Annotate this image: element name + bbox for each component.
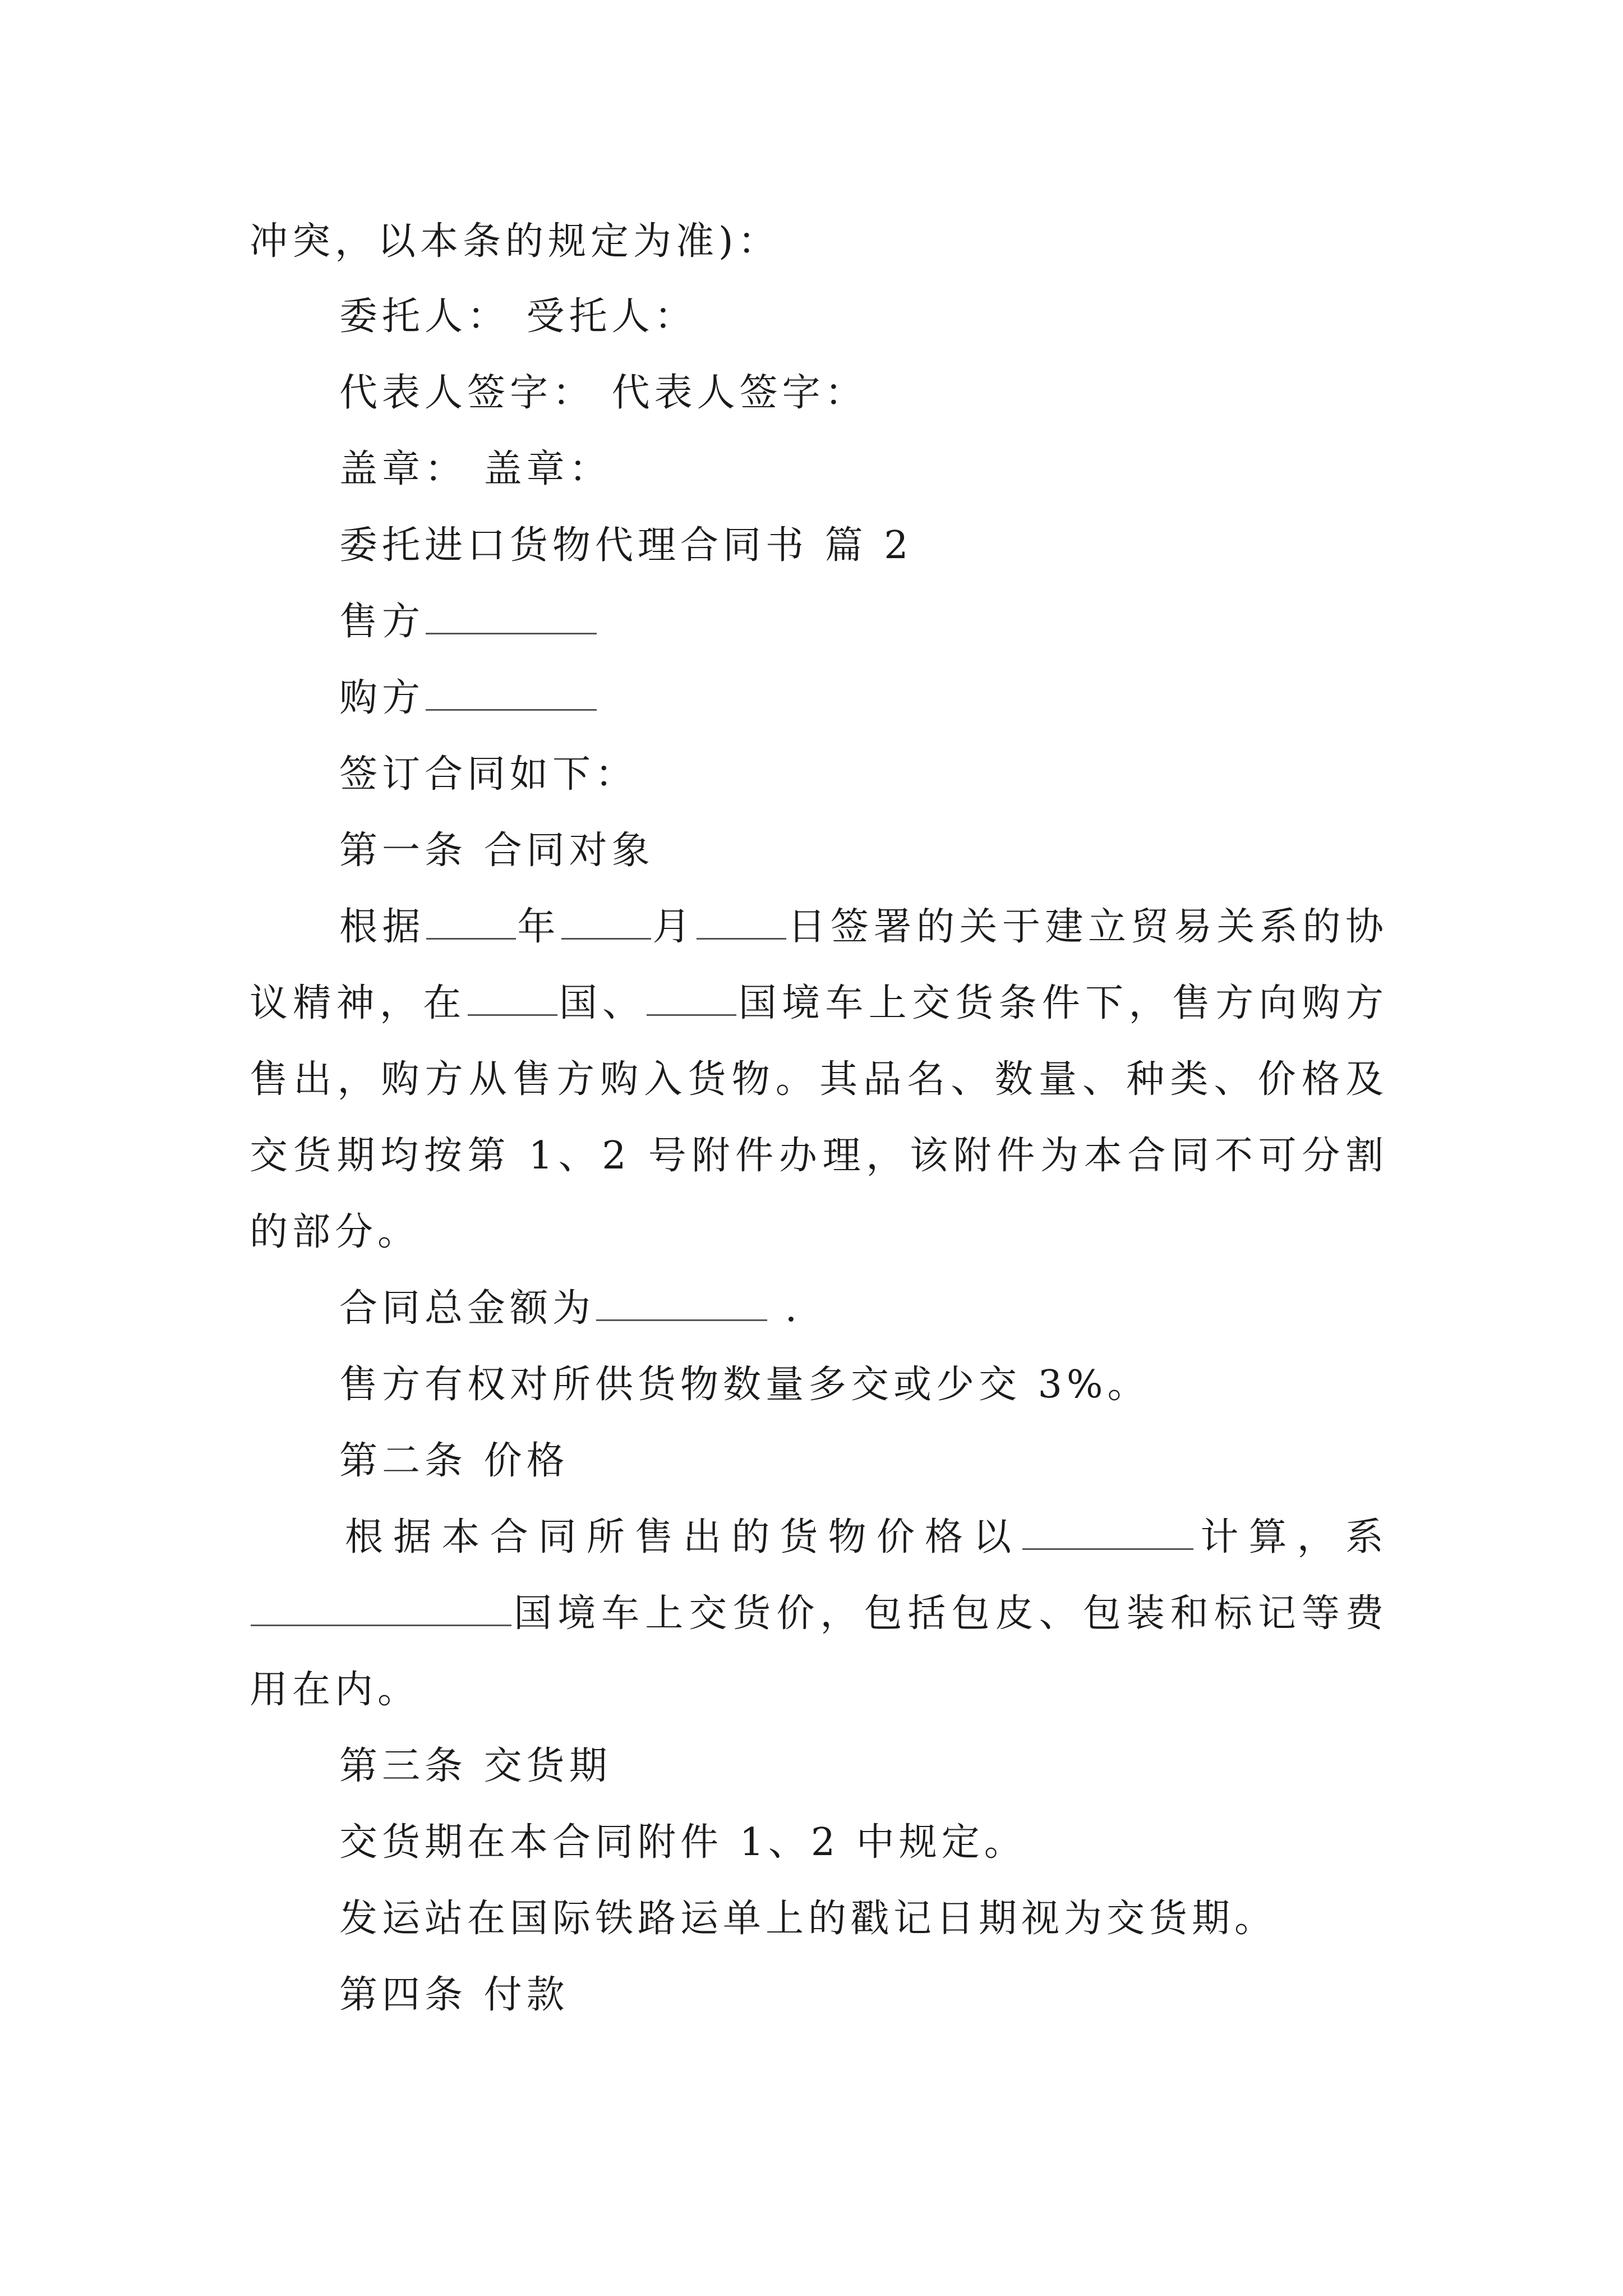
- year-blank: [426, 902, 516, 940]
- buyer-line: 购方: [339, 670, 1388, 726]
- section-title: 委托进口货物代理合同书 篇 2: [339, 523, 913, 568]
- article1-paragraph-line3: 售出，购方从售方购入货物。其品名、数量、种类、价格及: [250, 1057, 1388, 1102]
- article1-title: 第一条 合同对象: [339, 829, 654, 873]
- article4-title: 第四条 付款: [339, 1973, 569, 2017]
- sign-intro: 签订合同如下：: [339, 752, 638, 797]
- article2-paragraph-line2: 国境车上交货价，包括包皮、包装和标记等费: [250, 1586, 1388, 1642]
- tolerance-line: 售方有权对所供货物数量多交或少交 3%。: [339, 1363, 1150, 1407]
- article1-paragraph-line1: 根据 年 月 日签署的关于建立贸易关系的协: [339, 899, 1388, 955]
- article3-paragraph-line1: 交货期在本合同附件 1、2 中规定。: [339, 1820, 1027, 1865]
- border-country-blank: [251, 1589, 511, 1626]
- total-amount-line: 合同总金额为 .: [339, 1281, 1388, 1337]
- article3-title: 第三条 交货期: [339, 1744, 612, 1788]
- price-basis-blank: [1022, 1512, 1193, 1550]
- seller-line: 售方: [339, 594, 1388, 650]
- article2-paragraph-line3: 用在内。: [250, 1668, 421, 1712]
- total-amount-blank: [596, 1283, 767, 1321]
- article1-paragraph-line5: 的部分。: [250, 1210, 421, 1254]
- day-blank: [697, 902, 786, 940]
- buyer-blank: [426, 673, 597, 711]
- country1-blank: [468, 978, 557, 1016]
- text-line-conflict: 冲突，以本条的规定为准)：: [250, 219, 781, 264]
- country2-blank: [647, 978, 736, 1016]
- article2-paragraph-line1: 根据本合同所售出的货物价格以 计算，系: [345, 1510, 1388, 1566]
- article1-paragraph-line4: 交货期均按第 1、2 号附件办理，该附件为本合同不可分割: [250, 1134, 1388, 1178]
- article1-paragraph-line2: 议精神，在 国、 国境车上交货条件下，售方向购方: [250, 976, 1388, 1032]
- seller-blank: [426, 597, 597, 634]
- article3-paragraph-line2: 发运站在国际铁路运单上的戳记日期视为交货期。: [339, 1897, 1278, 1941]
- text-line-representative-signature: 代表人签字： 代表人签字：: [339, 371, 868, 415]
- text-line-seal: 盖章： 盖章：: [339, 447, 612, 491]
- month-blank: [561, 902, 651, 940]
- article2-title: 第二条 价格: [339, 1439, 569, 1483]
- text-line-principal-agent: 委托人： 受托人：: [339, 295, 697, 339]
